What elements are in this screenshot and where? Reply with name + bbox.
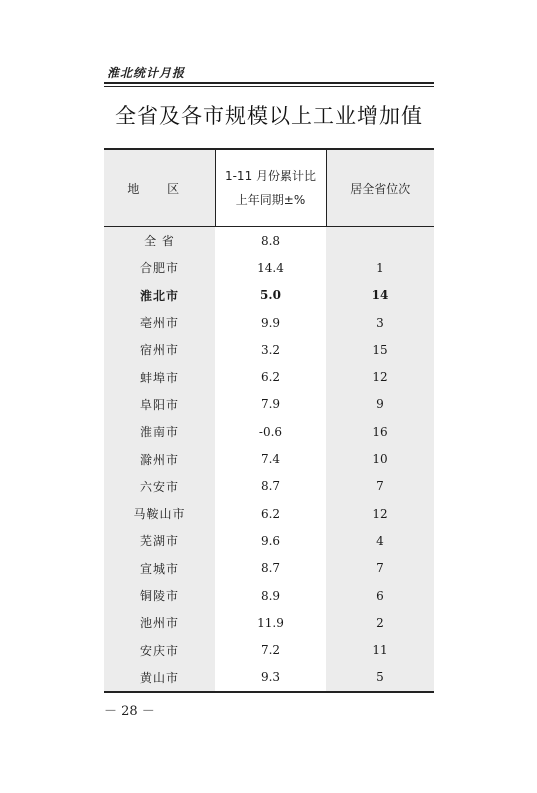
value-cell: -0.6 xyxy=(215,418,326,445)
region-cell: 滁州市 xyxy=(104,445,215,472)
value-cell: 7.9 xyxy=(215,391,326,418)
region-cell: 亳州市 xyxy=(104,309,215,336)
rank-cell: 10 xyxy=(326,445,434,472)
value-cell: 9.9 xyxy=(215,309,326,336)
column-header-value xyxy=(215,150,326,227)
region-cell: 淮南市 xyxy=(104,418,215,445)
column-header-rank: 居全省位次 xyxy=(326,150,434,227)
value-cell: 8.7 xyxy=(215,555,326,582)
table-row xyxy=(104,609,434,636)
region-cell: 全 省 xyxy=(104,227,215,255)
table-row xyxy=(104,227,434,255)
data-table xyxy=(104,148,434,693)
rank-cell: 11 xyxy=(326,636,434,663)
column-header-value-line1: 1-11 月份累计比 xyxy=(224,169,317,183)
rank-cell: 7 xyxy=(326,555,434,582)
table-row xyxy=(104,363,434,390)
value-cell: 8.7 xyxy=(215,473,326,500)
table-row xyxy=(104,336,434,363)
rank-cell: 2 xyxy=(326,609,434,636)
rank-cell: 12 xyxy=(326,363,434,390)
rank-cell xyxy=(326,227,434,255)
region-cell: 宿州市 xyxy=(104,336,215,363)
rank-cell: 15 xyxy=(326,336,434,363)
value-cell: 3.2 xyxy=(215,336,326,363)
rank-cell: 5 xyxy=(326,664,434,691)
rank-cell: 3 xyxy=(326,309,434,336)
region-cell: 安庆市 xyxy=(104,636,215,663)
table-row xyxy=(104,254,434,281)
rank-cell: 14 xyxy=(326,282,434,309)
value-cell: 7.4 xyxy=(215,445,326,472)
rank-cell: 6 xyxy=(326,582,434,609)
header-rule xyxy=(104,82,434,87)
table-row xyxy=(104,473,434,500)
value-cell: 14.4 xyxy=(215,254,326,281)
rank-cell: 16 xyxy=(326,418,434,445)
region-cell: 淮北市 xyxy=(104,282,215,309)
region-cell: 马鞍山市 xyxy=(104,500,215,527)
value-cell: 8.9 xyxy=(215,582,326,609)
value-cell: 6.2 xyxy=(215,500,326,527)
table-row xyxy=(104,636,434,663)
table-body xyxy=(104,227,434,692)
value-cell: 7.2 xyxy=(215,636,326,663)
rank-cell: 7 xyxy=(326,473,434,500)
table-row xyxy=(104,500,434,527)
value-cell: 6.2 xyxy=(215,363,326,390)
value-cell: 11.9 xyxy=(215,609,326,636)
rank-cell: 4 xyxy=(326,527,434,554)
table-row xyxy=(104,582,434,609)
value-cell: 9.6 xyxy=(215,527,326,554)
region-cell: 合肥市 xyxy=(104,254,215,281)
page-number: － 28 － xyxy=(104,704,155,719)
value-cell: 8.8 xyxy=(215,227,326,255)
table-row xyxy=(104,391,434,418)
region-cell: 铜陵市 xyxy=(104,582,215,609)
table-header-row xyxy=(104,150,434,227)
region-cell: 六安市 xyxy=(104,473,215,500)
journal-title: 淮北统计月报 xyxy=(107,66,186,80)
rank-cell: 9 xyxy=(326,391,434,418)
table-row xyxy=(104,309,434,336)
column-header-region: 地 区 xyxy=(104,150,215,227)
region-cell: 蚌埠市 xyxy=(104,363,215,390)
region-cell: 宣城市 xyxy=(104,555,215,582)
table-row xyxy=(104,555,434,582)
table-row xyxy=(104,664,434,691)
table-row xyxy=(104,527,434,554)
value-cell: 9.3 xyxy=(215,664,326,691)
region-cell: 池州市 xyxy=(104,609,215,636)
region-cell: 芜湖市 xyxy=(104,527,215,554)
rank-cell: 12 xyxy=(326,500,434,527)
region-cell: 黄山市 xyxy=(104,664,215,691)
region-cell: 阜阳市 xyxy=(104,391,215,418)
rank-cell: 1 xyxy=(326,254,434,281)
table-row xyxy=(104,418,434,445)
value-cell: 5.0 xyxy=(215,282,326,309)
column-header-value-line2: 上年同期±% xyxy=(235,193,306,207)
page-title: 全省及各市规模以上工业增加值 xyxy=(115,104,423,128)
table-row xyxy=(104,445,434,472)
table-row xyxy=(104,282,434,309)
